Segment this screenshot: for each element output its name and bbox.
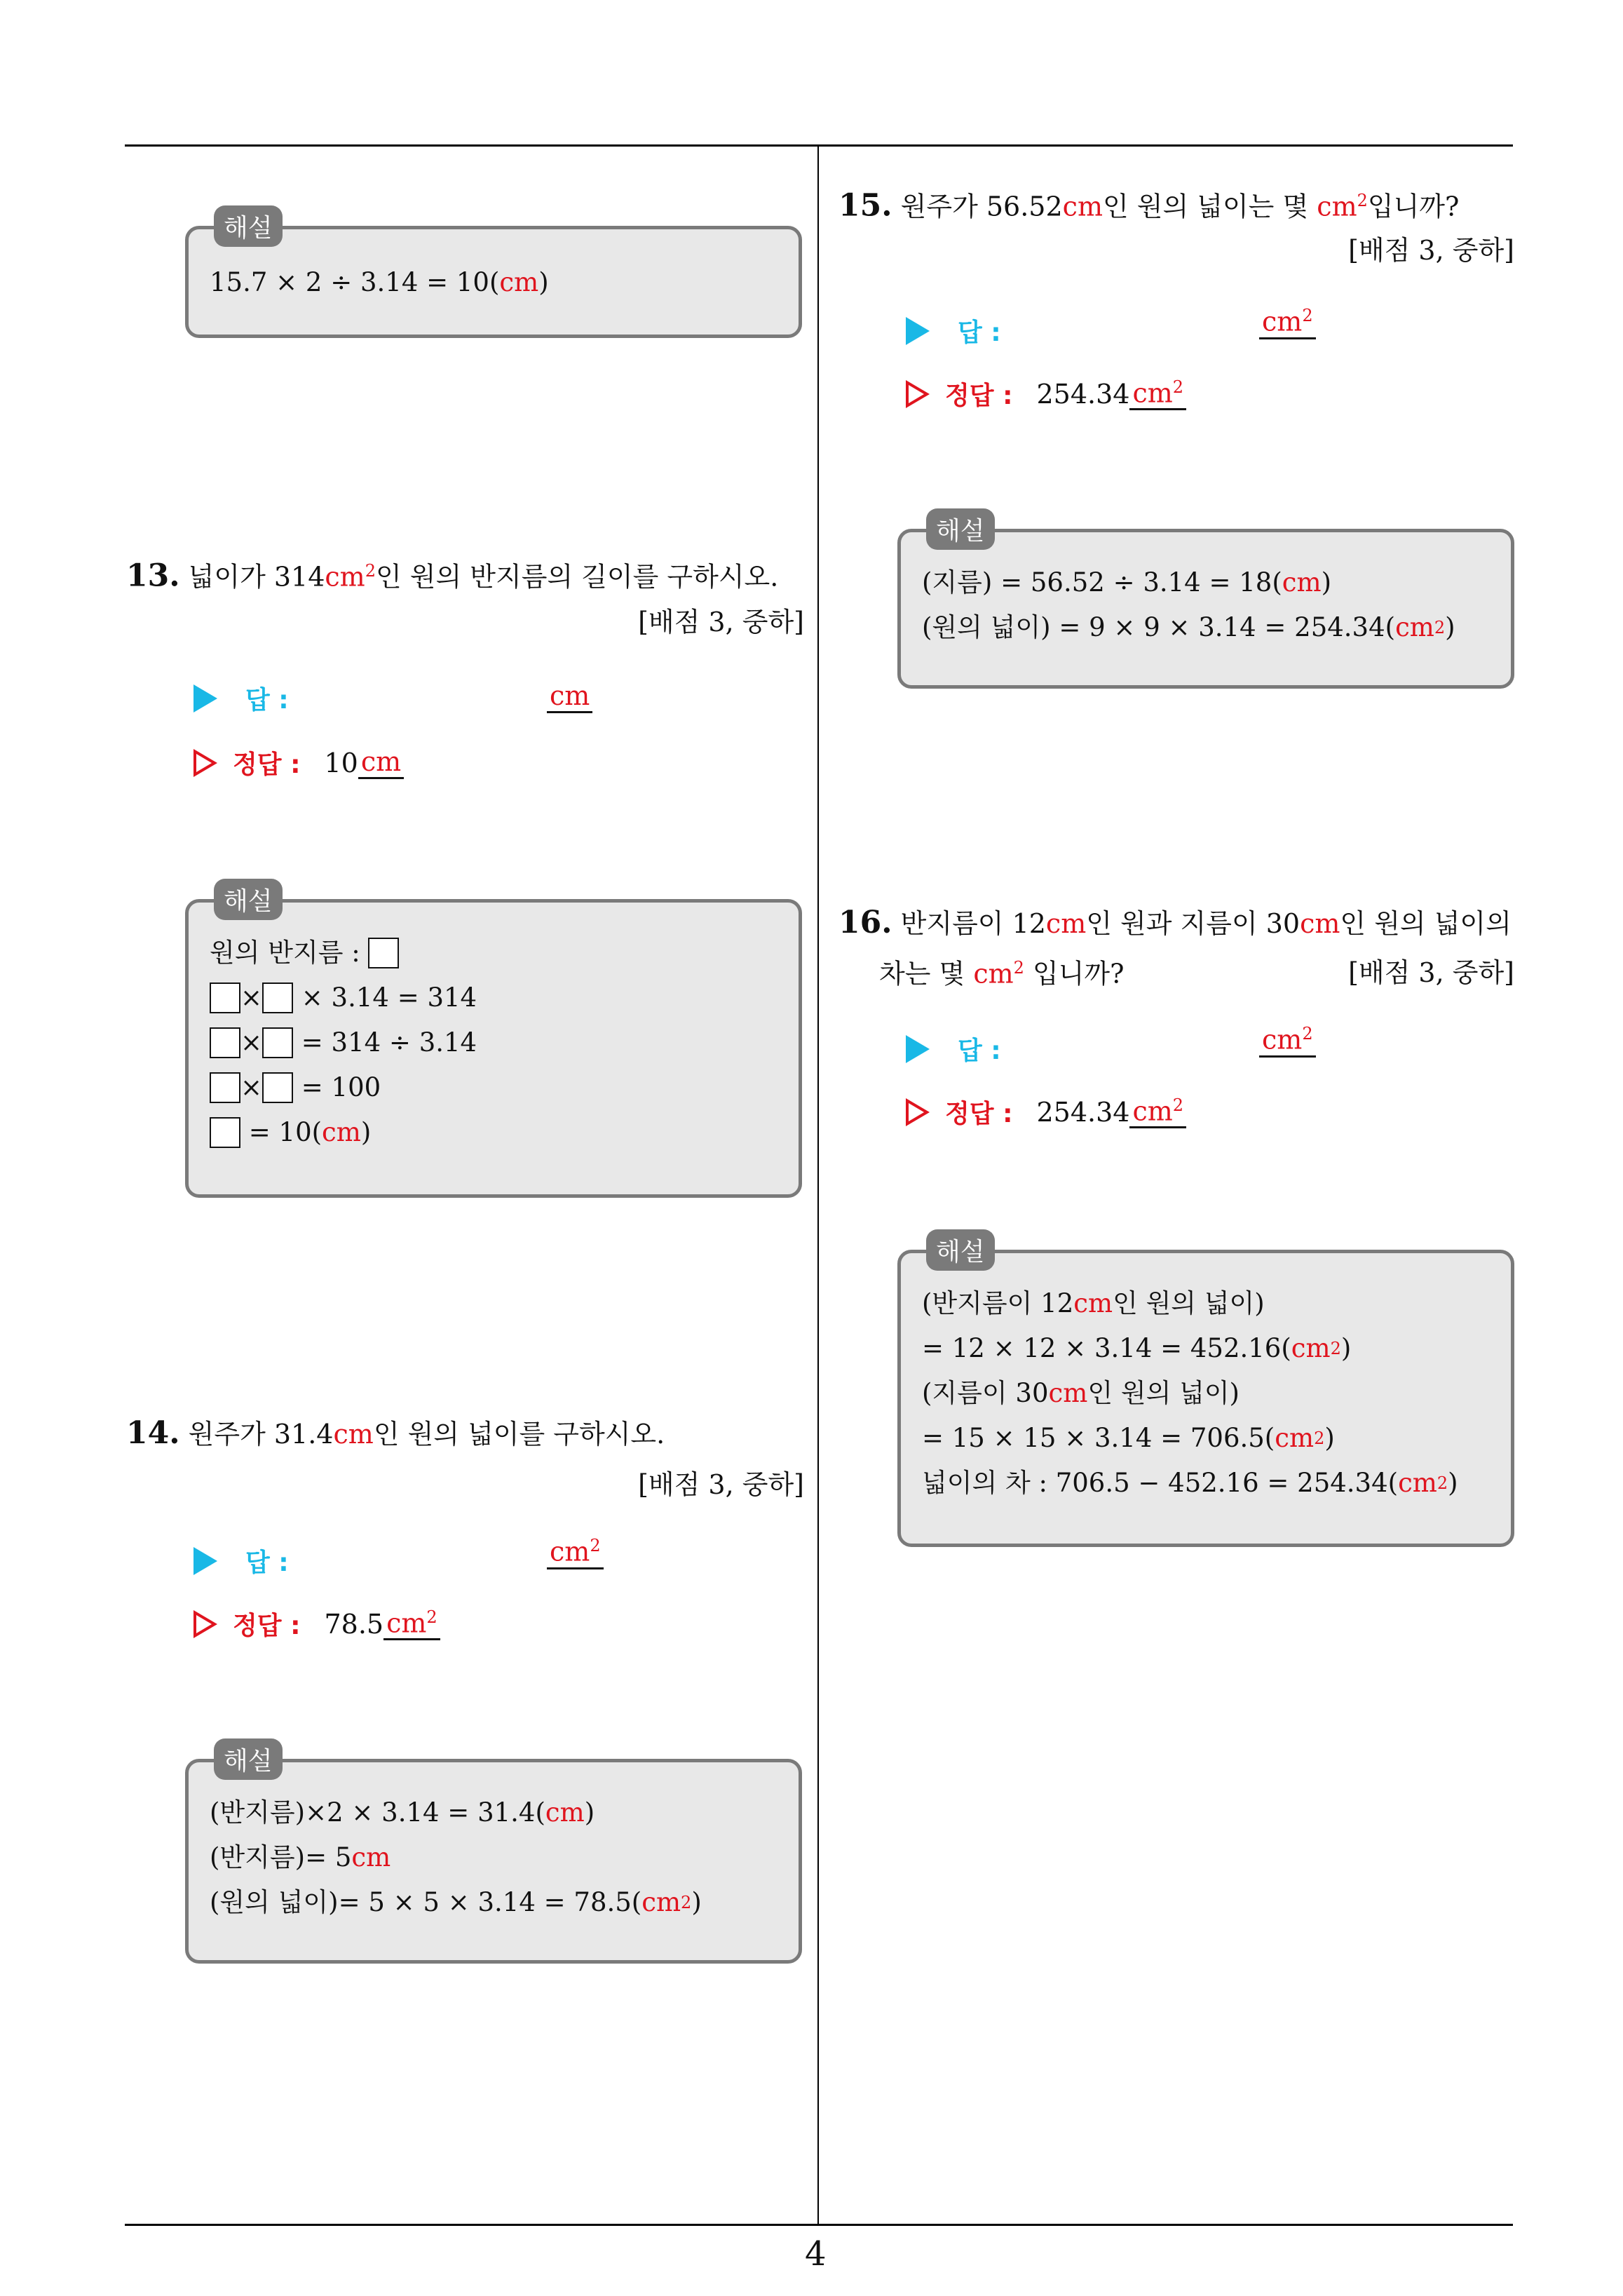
solution-line: (지름) = 56.52 ÷ 3.14 = 18( cm ) xyxy=(922,567,1331,597)
q14-correct-row: 정답 : 78.5 $cm^2$ xyxy=(193,1606,440,1642)
prev-solution-box xyxy=(185,214,802,338)
outline-play-icon xyxy=(193,749,217,777)
solution-tag: 해설 xyxy=(214,1738,283,1780)
blank-box xyxy=(262,1027,293,1058)
answer-label: 답 : xyxy=(245,1548,289,1577)
solution-line: 넓이의 차 : 706.5 − 452.16 = 254.34( cm 2 ) xyxy=(922,1468,1458,1498)
play-icon xyxy=(193,684,217,713)
question-15: 15. 원주가 56.52cm인 원의 넓이는 몇 $cm^2$입니까? xyxy=(838,187,1460,224)
q16-answer-row xyxy=(906,1031,1001,1067)
play-icon xyxy=(906,317,930,345)
solution-line: 15.7 × 2 ÷ 3.14 = 10( cm ) xyxy=(210,267,549,297)
outline-play-icon xyxy=(193,1610,217,1638)
solution-line: = 15 × 15 × 3.14 = 706.5( cm 2 ) xyxy=(922,1423,1335,1453)
solution-tag: 해설 xyxy=(926,508,995,550)
solution-line: (지름이 30 cm 인 원의 넓이) xyxy=(922,1378,1240,1408)
blank-box xyxy=(368,938,399,968)
question-13: 13. 넓이가 $314cm^2$인 원의 반지름의 길이를 구하시오. xyxy=(126,558,779,594)
outline-play-icon xyxy=(906,1098,930,1126)
q13-solution-box xyxy=(185,887,802,1198)
q16-solution-box xyxy=(897,1238,1514,1547)
q15-solution-box xyxy=(897,517,1514,689)
q16-answer-field[interactable]: $cm^2$ xyxy=(1259,1024,1316,1058)
solution-line: (반지름)= 5 cm xyxy=(210,1842,391,1872)
bottom-rule xyxy=(125,2224,1513,2226)
question-16-line2: 차는 몇 $cm^2$ 입니까? xyxy=(879,958,1125,990)
blank-box xyxy=(210,1072,240,1103)
question-13-points: [배점 3, 중하] xyxy=(638,607,804,637)
q14-answer-field[interactable]: $cm^2$ xyxy=(547,1536,604,1569)
solution-line: × = 100 xyxy=(210,1065,477,1110)
blank-box xyxy=(210,1117,240,1148)
question-16-points: [배점 3, 중하] xyxy=(1348,957,1514,988)
blank-box xyxy=(262,982,293,1013)
question-15-points: [배점 3, 중하] xyxy=(1348,235,1514,266)
q13-answer-row xyxy=(193,680,289,716)
q14-answer-row xyxy=(193,1543,289,1579)
q15-answer-field[interactable]: $cm^2$ xyxy=(1259,306,1316,339)
q13-correct-row: 정답 : 10 cm xyxy=(193,745,404,781)
solution-tag: 해설 xyxy=(214,205,283,247)
solution-line: (원의 넓이)= 5 × 5 × 3.14 = 78.5( cm 2 ) xyxy=(210,1887,702,1917)
answer-label: 답 : xyxy=(958,1036,1001,1065)
outline-play-icon xyxy=(906,380,930,408)
q15-correct-row: 정답 : 254.34 $cm^2$ xyxy=(906,376,1186,412)
solution-tag: 해설 xyxy=(214,879,283,920)
blank-box xyxy=(262,1072,293,1103)
solution-tag: 해설 xyxy=(926,1229,995,1271)
solution-line: × = 314 ÷ 3.14 xyxy=(210,1020,477,1065)
page-number: 4 xyxy=(805,2234,827,2274)
solution-line: × × 3.14 = 314 xyxy=(210,975,477,1020)
top-rule xyxy=(125,144,1513,147)
play-icon xyxy=(906,1035,930,1063)
blank-box xyxy=(210,982,240,1013)
q14-solution-box xyxy=(185,1747,802,1964)
answer-label: 답 : xyxy=(245,686,289,715)
solution-line: 원의 반지름 : xyxy=(210,931,477,975)
solution-line: (원의 넓이) = 9 × 9 × 3.14 = 254.34( cm 2 ) xyxy=(922,612,1455,642)
q15-answer-row xyxy=(906,313,1001,349)
correct-label: 정답 : xyxy=(945,381,1013,410)
q16-correct-row: 정답 : 254.34 $cm^2$ xyxy=(906,1094,1186,1130)
solution-line: (반지름)×2 × 3.14 = 31.4( cm ) xyxy=(210,1797,595,1828)
play-icon xyxy=(193,1547,217,1575)
correct-label: 정답 : xyxy=(233,1612,301,1640)
correct-label: 정답 : xyxy=(233,750,301,779)
q13-answer-field[interactable]: cm xyxy=(547,680,592,713)
solution-line: = 12 × 12 × 3.14 = 452.16( cm 2 ) xyxy=(922,1333,1352,1363)
answer-label: 답 : xyxy=(958,318,1001,347)
correct-label: 정답 : xyxy=(945,1100,1013,1128)
column-divider xyxy=(817,144,819,2224)
question-16: 16. 반지름이 12cm인 원과 지름이 30cm인 원의 넓이의 xyxy=(838,905,1512,940)
solution-line: = 10( cm ) xyxy=(210,1110,477,1155)
question-14: 14. 원주가 31.4cm인 원의 넓이를 구하시오. xyxy=(126,1415,665,1451)
solution-line: (반지름이 12 cm 인 원의 넓이) xyxy=(922,1288,1265,1318)
blank-box xyxy=(210,1027,240,1058)
question-14-points: [배점 3, 중하] xyxy=(638,1469,804,1500)
